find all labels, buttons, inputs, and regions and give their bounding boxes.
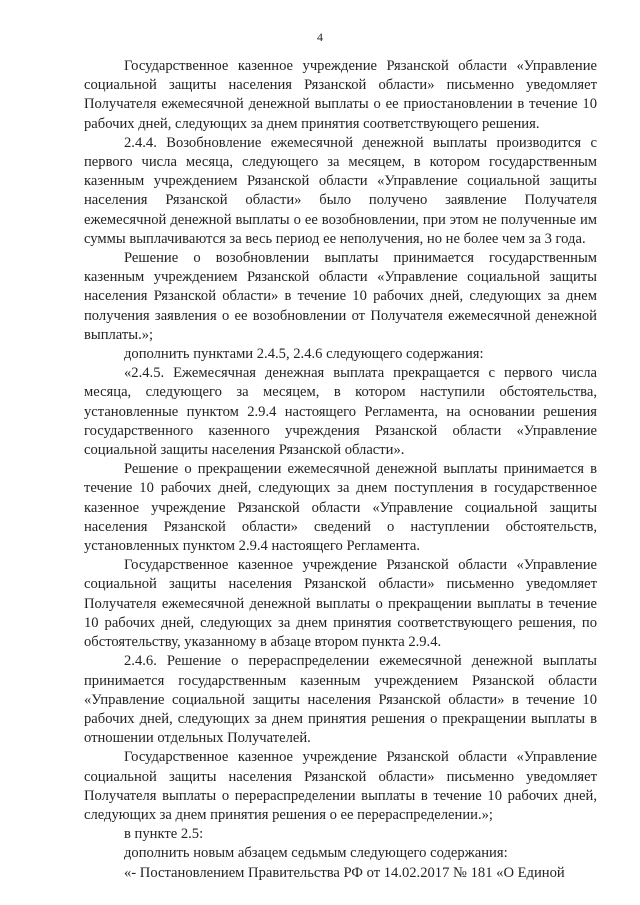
- paragraph-termination-decision: Решение о прекращении ежемесячной денежной выплаты принимается в течение 10 рабочих дней, следующих за днем поступления в государственное казенное учреждение Рязанской области «Управление социальной защиты населения Рязанской области» сведений о наступлении обстоятельств, установленных пунктом 2.9.4 настоящего Регламента.: [84, 461, 597, 555]
- paragraph-notification-termination: Государственное казенное учреждение Рязанской области «Управление социальной защиты населения Рязанской области» письменно уведомляет Получателя ежемесячной денежной выплаты о прекращении выплаты в течение 10 рабочих дней, следующих за днем принятия соответствующего решения, по обстоятельству, указанному в абзаце втором пункта 2.9.4.: [84, 557, 597, 651]
- page-number: 4: [317, 30, 323, 44]
- paragraph-notification-redistribution: Государственное казенное учреждение Рязанской области «Управление социальной защиты населения Рязанской области» письменно уведомляет Получателя выплаты о перераспределении выплаты в течение 10 рабочих дней, следующих за днем принятия решения о ее перераспределении.»;: [84, 749, 597, 823]
- paragraph-amendment-intro: дополнить пунктами 2.4.5, 2.4.6 следующего содержания:: [124, 346, 484, 363]
- document-body: [84, 57, 597, 883]
- paragraph-decree-reference: «- Постановлением Правительства РФ от 14.02.2017 № 181 «О Единой: [124, 864, 565, 881]
- paragraph-2-4-6: 2.4.6. Решение о перераспределении ежемесячной денежной выплаты принимается государственным казенным учреждением Рязанской области «Управление социальной защиты населения Рязанской области» в течение 10 рабочих дней, следующих за днем принятия решения о прекращении выплаты в отношении отдельных Получателей.: [84, 653, 597, 747]
- paragraph-resumption-decision: Решение о возобновлении выплаты принимается государственным казенным учреждением Рязанской области «Управление социальной защиты населения Рязанской области» в течение 10 рабочих дней, следующих за днем получения заявления о ее возобновлении от Получателя ежемесячной денежной выплаты.»;: [84, 250, 597, 343]
- paragraph-2-4-5: «2.4.5. Ежемесячная денежная выплата прекращается с первого числа месяца, следующего за месяцем, в котором наступили обстоятельства, установленные пунктом 2.9.4 настоящего Регламента, на основании решения государственного казенного учреждения Рязанской области «Управление социальной защиты населения Рязанской области».: [84, 365, 597, 459]
- paragraph-notification-suspension: Государственное казенное учреждение Рязанской области «Управление социальной защиты населения Рязанской области» письменно уведомляет Получателя ежемесячной денежной выплаты о ее приостановлении в течение 10 рабочих дней, следующих за днем принятия соответствующего решения.: [84, 58, 597, 132]
- paragraph-2-4-4: 2.4.4. Возобновление ежемесячной денежной выплаты производится с первого числа месяца, следующего за месяцем, в котором государственным казенным учреждением Рязанской области «Управление социальной защиты населения Рязанской области» было получено заявление Получателя ежемесячной денежной выплаты о ее возобновлении, при этом не полученные им суммы выплачиваются за весь период ее неполучения, но не более чем за 3 года.: [84, 134, 597, 247]
- paragraph-clause-2-5: в пункте 2.5:: [124, 826, 204, 843]
- paragraph-add-new-section: дополнить новым абзацем седьмым следующего содержания:: [124, 845, 508, 862]
